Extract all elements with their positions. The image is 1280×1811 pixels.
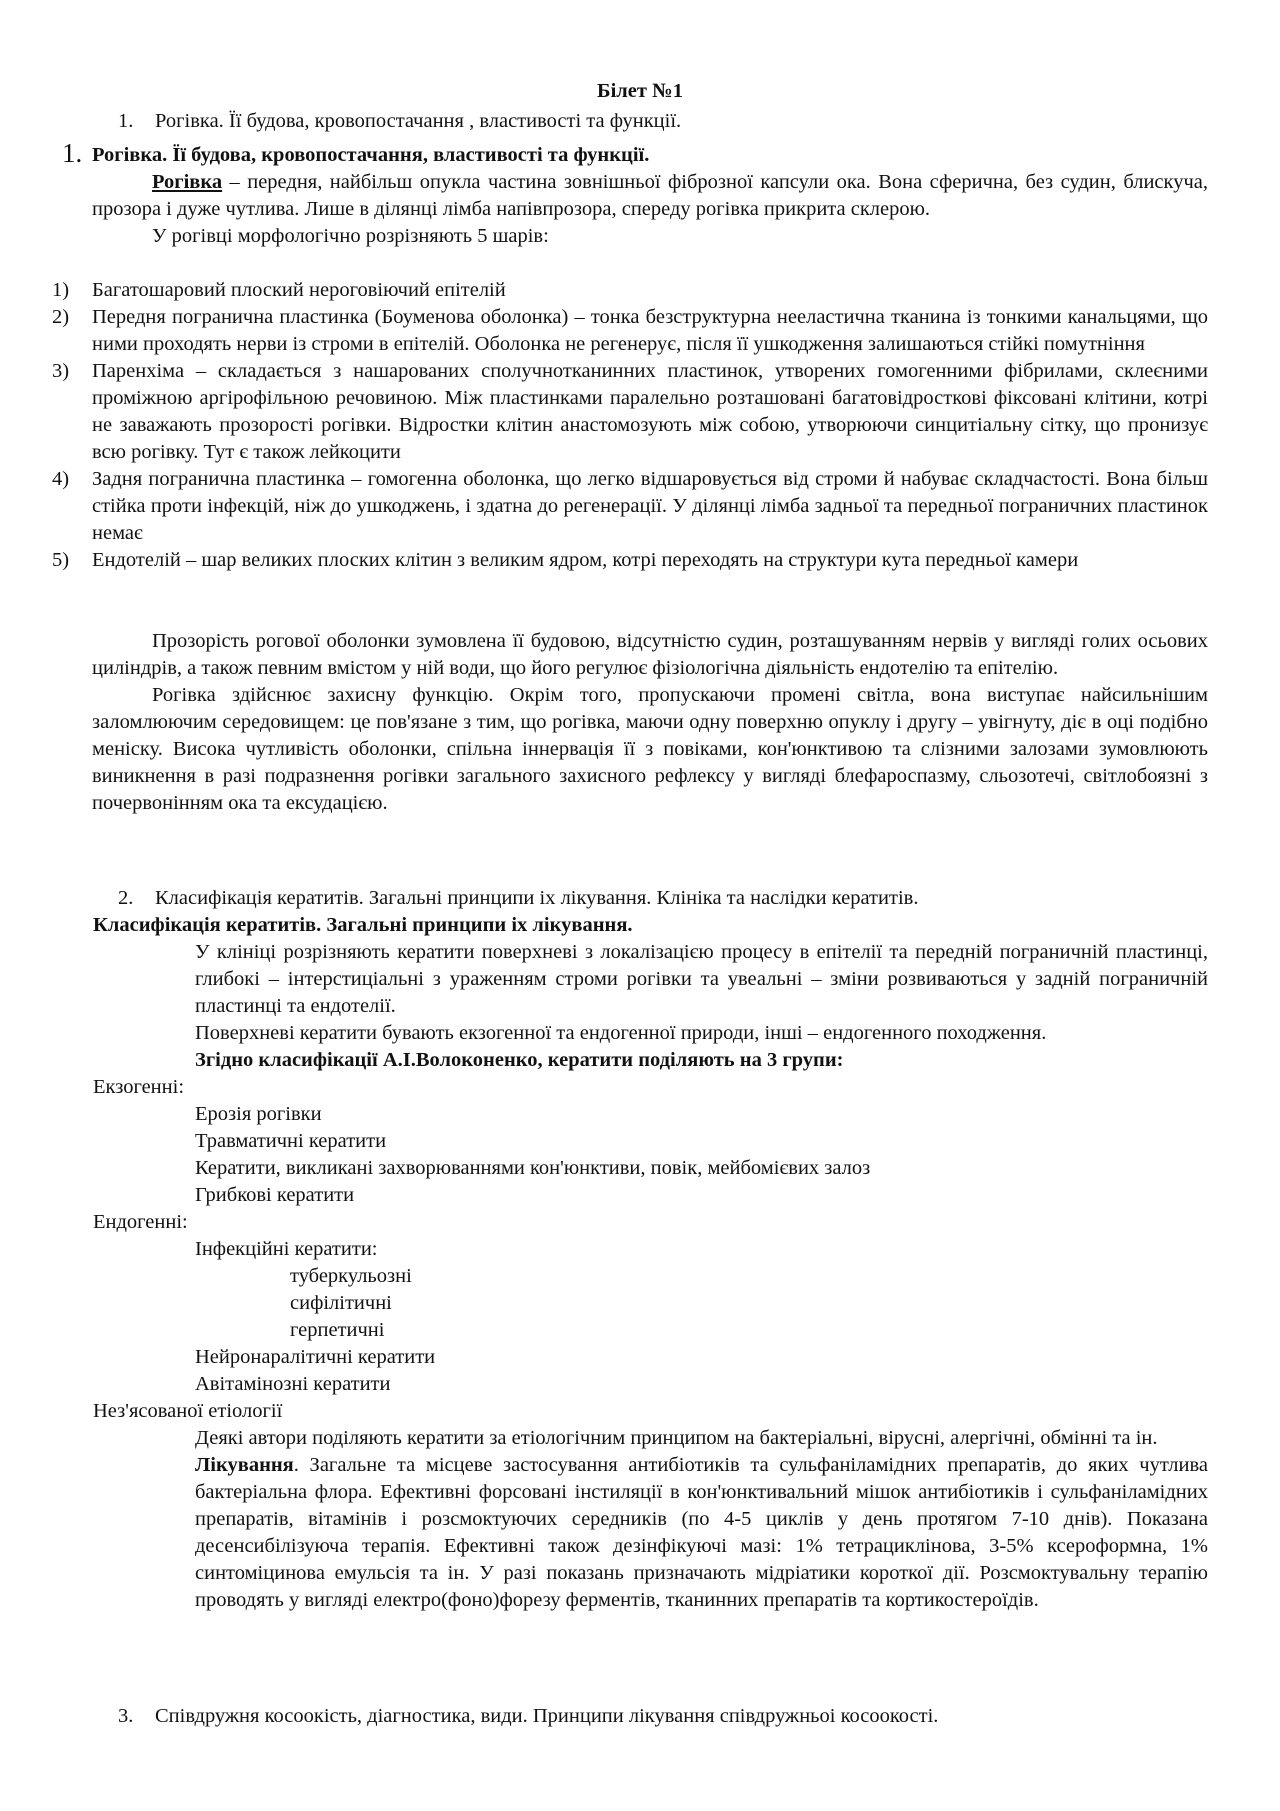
layer-item: 4) Задня погранична пластинка – гомогенна оболонка, що легко відшаровується від строми й набуває складчастості. Вона більш стійка проти інфекцій, ніж до ушкоджень, і здатна до регенерації. У ділянці лімба задньої та передньої пограничних пластинок немає: [52, 468, 1208, 544]
section-2-heading: Класифікація кератитів. Загальні принципи іх лікування.: [93, 914, 633, 936]
question-text: Класифікація кератитів. Загальні принципи іх лікування. Клініка та наслідки кератитів.: [155, 887, 919, 909]
infectious-item: сифілітичні: [290, 1292, 392, 1314]
treatment-block: [195, 1425, 1208, 1614]
treatment-text: . Загальне та місцеве застосування антибіотиків та сульфаніламідних препаратів, до яких чутлива бактеріальна флора. Ефективні форсовані інстиляції в кон'юнктивальний мішок антибіотиків і сульфаніламідних препаратів, вітамінів і розсмоктуючих середників (по 4-5 циклів у день протягом 7-10 днів). Показана десенсибілізуюча терапія. Ефективні також дезінфікуючі мазі: 1% тетрациклінова, 3-5% ксероформна, 1% синтоміцинова емульсія та ін. У разі показань призначають мідріатики короткої дії. Розсмоктувальну терапію проводять у вигляді електро(фоно)форезу ферментів, тканинних препаратів та кортикостероїдів.: [195, 1454, 1208, 1611]
layer-item: 2) Передня погранична пластинка (Боуменова оболонка) – тонка безструктурна нееластична тканина із тонкими канальцями, що ними проходять нерви із строми в епітелій. Оболонка не регенерує, після її ушкодження залишаються стійкі помутніння: [52, 306, 1208, 355]
endogenous-item: Авітамінозні кератити: [195, 1373, 391, 1395]
cornea-properties: [92, 628, 1208, 817]
exogenous-item: Травматичні кератити: [195, 1130, 387, 1152]
question-number: 3.: [118, 1705, 134, 1727]
question-number: 1.: [118, 110, 134, 132]
exogenous-item: Грибкові кератити: [195, 1184, 355, 1206]
question-text: Рогівка. Її будова, кровопостачання , властивості та функції.: [155, 110, 682, 132]
term-treatment: Лікування: [195, 1454, 294, 1476]
infectious-item: туберкульозні: [290, 1265, 412, 1287]
other-authors-paragraph: Деякі автори поділяють кератити за етіологічним принципом на бактеріальні, вірусні, алергічні, обмінні та ін.: [195, 1427, 1158, 1449]
layer-item: 3) Паренхіма – складається з нашарованих сполучнотканинних пластинок, утворених гомогенними фібрилами, склеєними проміжною аргірофільною речовиною. Між пластинками паралельно розташовані багатовідросткові фіксовані клітини, котрі не заважають прозорості рогівки. Відростки клітин анастомозують між собою, утворюючи синцитіальну сітку, що пронизує всю рогівку. Тут є також лейкоцити: [52, 360, 1208, 463]
intro-text: – передня, найбільш опукла частина зовнішньої фіброзної капсули ока. Вона сферична, без судин, блискуча, прозора і дуже чутлива. Лише в ділянці лімба напівпрозора, спереду рогівка прикрита склерою.: [92, 171, 1208, 220]
function-paragraph: Рогівка здійснює захисну функцію. Окрім того, пропускаючи промені світла, вона виступає найсильнішим заломлюючим середовищем: це пов'язане з тим, що рогівка, маючи одну поверхню опуклу і другу – увігнуту, діє в оці подібно меніску. Висока чутливість оболонки, спільна іннервація її з повіками, кон'юнктивою та слізними залозами зумовлюють виникнення в разі подразнення рогівки загального захисного рефлексу у вигляді блефароспазму, сльозотечі, світлобоязні з почервонінням ока та ексудацією.: [92, 684, 1208, 814]
surface-paragraph: Поверхневі кератити бувають екзогенної та ендогенної природи, інші – ендогенного походження.: [195, 1022, 1047, 1044]
cornea-intro: [92, 169, 1208, 250]
keratitis-clinic: [195, 939, 1208, 1074]
question-text: Співдружня косоокість, діагностика, види. Принципи лікування співдружньоі косоокості.: [155, 1705, 939, 1727]
term-cornea: Рогівка: [152, 171, 223, 193]
exogenous-item: Ерозія рогівки: [195, 1103, 322, 1125]
layer-item: 1) Багатошаровий плоский нероговіючий епітелій: [52, 279, 506, 301]
layers-list: [52, 277, 1208, 574]
exogenous-item: Кератити, викликані захворюваннями кон'юнктиви, повік, мейбомієвих залоз: [195, 1157, 871, 1179]
infectious-label: Інфекційні кератити:: [195, 1238, 378, 1260]
unknown-etiology-label: Нез'ясованої етіології: [93, 1400, 283, 1422]
exogenous-label: Екзогенні:: [93, 1076, 185, 1098]
heading-number: 1.: [62, 138, 83, 168]
layer-item: 5) Ендотелій – шар великих плоских клітин з великим ядром, котрі переходять на структури кута передньої камери: [52, 549, 1079, 571]
infectious-item: герпетичні: [290, 1319, 385, 1341]
clinic-paragraph: У клініці розрізняють кератити поверхневі з локалізацією процесу в епітелії та передній пограничній пластинці, глибокі – інтерстиціальні з ураженням строми рогівки та увеальні – зміни розвиваються у задній пограничній пластинці та ендотелії.: [195, 941, 1208, 1017]
layers-intro: У рогівці морфологічно розрізняють 5 шарів:: [152, 225, 549, 247]
transparency-paragraph: Прозорість рогової оболонки зумовлена її будовою, відсутністю судин, розташуванням нервів у вигляді голих осьових циліндрів, а також певним вмістом у ній води, що його регулює фізіологічна діяльність ендотелію та епітелію.: [92, 630, 1208, 679]
endogenous-label: Ендогенні:: [93, 1211, 188, 1233]
ticket-title: Білет №1: [597, 80, 683, 102]
question-number: 2.: [118, 887, 134, 909]
heading-text: Рогівка. Її будова, кровопостачання, властивості та функції.: [92, 144, 650, 166]
endogenous-item: Нейронаралітичні кератити: [195, 1346, 436, 1368]
classification-title: Згідно класифікації А.І.Волоконенко, кератити поділяють на 3 групи:: [195, 1049, 844, 1071]
